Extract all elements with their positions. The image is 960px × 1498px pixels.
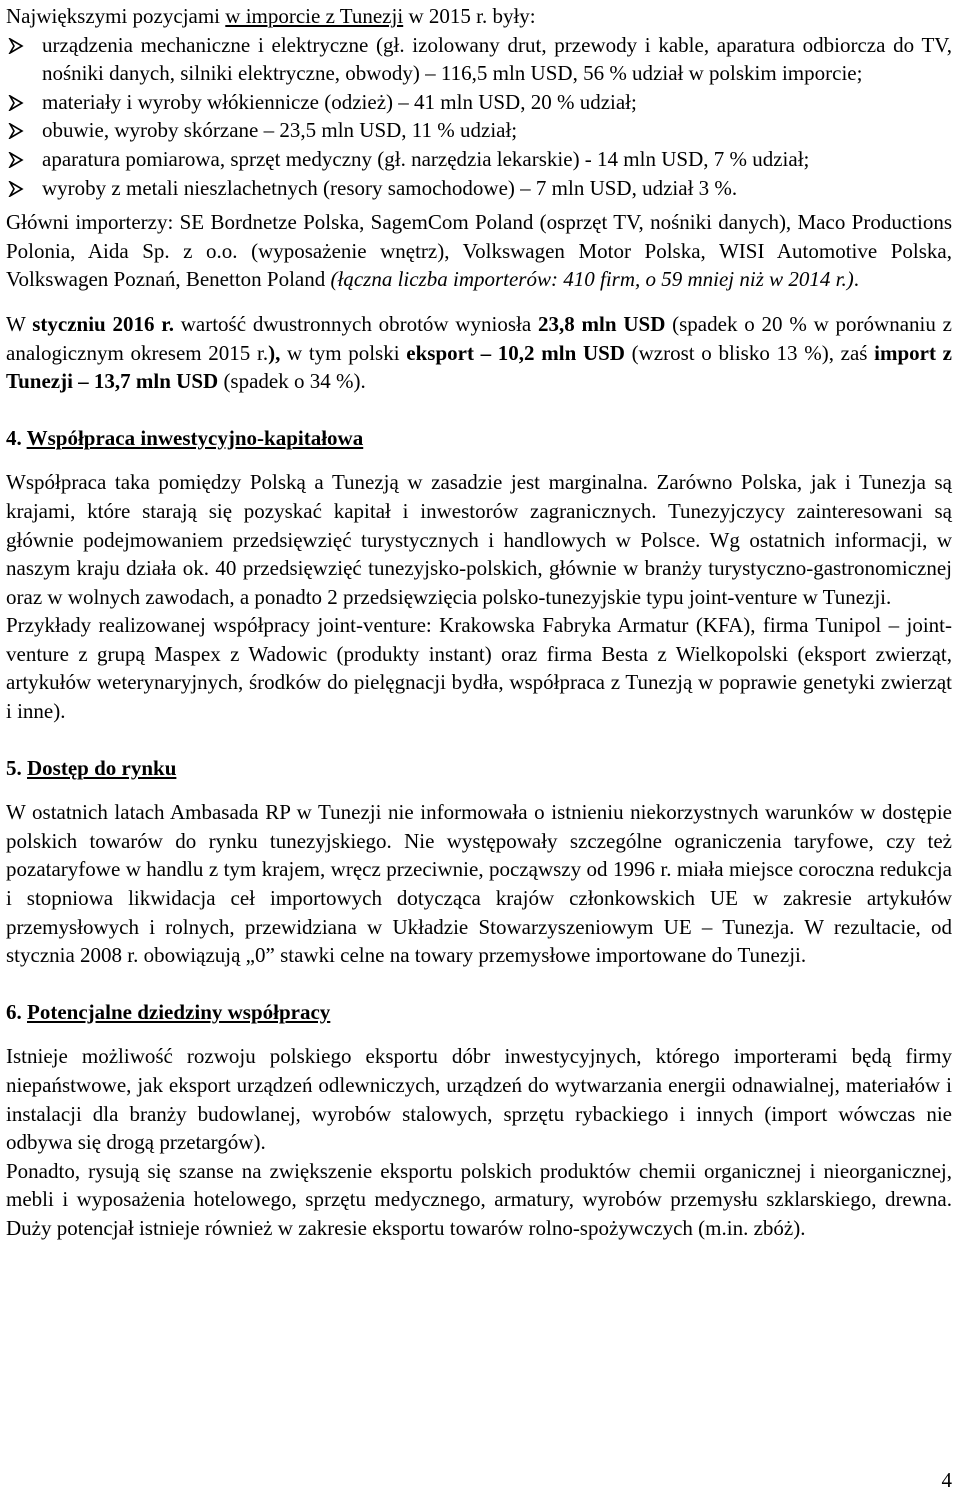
intro-line: [6, 2, 952, 31]
january-text-3: (spadek o 20 % w porównaniu z analogicznym okresem 2015 r.: [6, 311, 952, 365]
january-bold-1: styczniu 2016 r.: [32, 311, 174, 336]
list-item-text: aparatura pomiarowa, sprzęt medyczny (gł. narzędzia lekarskie) - 14 mln USD, 7 % udział;: [42, 146, 810, 171]
list-item: [6, 145, 952, 174]
section-4-heading: [6, 424, 952, 453]
arrow-bullet-icon: [6, 31, 28, 59]
list-item: [6, 88, 952, 117]
january-paragraph: [6, 310, 952, 396]
january-text-1: W: [6, 311, 33, 336]
list-item-text: wyroby z metali nieszlachetnych (resory samochodowe) – 7 mln USD, udział 3 %.: [42, 175, 738, 200]
section-5-paragraph: W ostatnich latach Ambasada RP w Tunezji nie informowała o istnieniu niekorzystnych warunków w dostępie polskich towarów do rynku tunezyjskiego. Nie występowały szczególne ograniczenia taryfowe, czy też pozataryfowe w handlu z tym krajem, wręcz przeciwnie, począwszy od 1996 r. miała miejsce coroczna redukcja i stopniowa likwidacja ceł importowych dotycząca krajów członkowskich UE w zakresie artykułów przemysłowych i rolnych, przewidziana w Układzie Stowarzyszeniowym UE – Tunezja. W rezultacie, od stycznia 2008 r. obowiązują „0” stawki celne na towary przemysłowe importowane do Tunezji.: [6, 800, 952, 968]
importers-text: Główni importerzy: SE Bordnetze Polska, SagemCom Poland (osprzęt TV, nośniki danych), Maco Productions Polonia, Aida Sp. z o.o. (wyposażenie wnętrz), Volkswagen Motor Polska, WISI Automotive Polska, Volkswagen Poznań, Benetton Poland: [6, 210, 952, 292]
section-6-paragraph-2: Ponadto, rysują się szanse na zwiększenie eksportu polskich produktów chemii organicznej i nieorganicznej, mebli i wyposażenia hotelowego, sprzętu medycznego, armatury, wyrobów przemysłu szklarskiego, drewna. Duży potencjał istnieje również w zakresie eksportu towarów rolno-spożywczych (m.in. zbóż).: [6, 1158, 952, 1240]
january-bold-5: import z Tunezji – 13,7 mln USD: [6, 340, 952, 394]
arrow-bullet-icon: [6, 116, 28, 144]
january-text-4: w tym polski: [280, 340, 407, 365]
january-bold-2: 23,8 mln USD: [538, 311, 666, 336]
section-5-title: Dostęp do rynku: [27, 755, 177, 780]
page-number: 4: [941, 1468, 952, 1492]
section-6-title: Potencjalne dziedziny współpracy: [27, 999, 331, 1024]
list-item: [6, 116, 952, 145]
january-bold-4: eksport – 10,2 mln USD: [406, 340, 625, 365]
list-item: [6, 174, 952, 203]
section-4-paragraph-1: Współpraca taka pomiędzy Polską a Tunezją w zasadzie jest marginalna. Zarówno Polska, jak i Tunezja są krajami, które starają się pozyskać kapitał i inwestorów zagranicznych. Tunezyjczycy zainteresowani są głównie podejmowaniem przedsięwzięć turystycznych i handlowych w Polsce. Wg ostatnich informacji, w naszym kraju działa ok. 40 przedsięwzięć tunezyjsko-polskich, głównie w branży turystyczno-gastronomicznej oraz w wolnych zawodach, a ponadto 2 przedsięwzięcia polsko-tunezyjskie typu joint-venture w Tunezji.: [6, 470, 952, 609]
intro-suffix: w 2015 r. były:: [403, 4, 536, 28]
january-text-6: (spadek o 34 %).: [218, 369, 366, 394]
list-item: [6, 31, 952, 88]
importers-note: (łączna liczba importerów: 410 firm, o 59 mniej niż w 2014 r.): [330, 267, 854, 292]
section-6-paragraph-1: Istnieje możliwość rozwoju polskiego eksportu dóbr inwestycyjnych, którego importerami będą firmy niepaństwowe, jak eksport urządzeń odlewniczych, urządzeń do wytwarzania energii odnawialnej, materiałów i instalacji dla branży budowlanej, wyrobów stalowych, sprzętu rybackiego i innych (import wówczas nie odbywa się drogą przetargów).: [6, 1044, 952, 1155]
page-content: [6, 2, 952, 1243]
list-item-text: urządzenia mechaniczne i elektryczne (gł. izolowany drut, przewody i kable, aparatura odbiorcza do TV, nośniki danych, silniki elektryczne, obwody) – 116,5 mln USD, 56 % udział w polskim imporcie;: [42, 32, 952, 86]
section-4-title: Współpraca inwestycyjno-kapitałowa: [26, 425, 364, 450]
january-bold-3: ),: [268, 340, 281, 365]
section-6-heading: [6, 998, 952, 1027]
importers-end: .: [853, 267, 859, 292]
january-text-2: wartość dwustronnych obrotów wyniosła: [173, 311, 539, 336]
arrow-bullet-icon: [6, 88, 28, 116]
section-5-number: 5.: [6, 755, 22, 780]
section-5-heading: [6, 754, 952, 783]
section-4-number: 4.: [6, 425, 22, 450]
arrow-bullet-icon: [6, 145, 28, 173]
arrow-bullet-icon: [6, 174, 28, 202]
importers-paragraph: [6, 208, 952, 294]
list-item-text: obuwie, wyroby skórzane – 23,5 mln USD, 11 % udział;: [42, 118, 518, 143]
intro-prefix: Największymi pozycjami: [6, 4, 226, 28]
import-items-list: [6, 31, 952, 203]
intro-underlined-text: w imporcie z Tunezji: [225, 4, 404, 28]
section-4-paragraph-2: Przykłady realizowanej współpracy joint-venture: Krakowska Fabryka Armatur (KFA), firma Tunipol – joint-venture z grupą Maspex z Wadowic (produkty instant) oraz firma Besta z Wielkopolski (eksport zwierząt, artykułów weterynaryjnych, środków do pielęgnacji bydła, współpraca z Tunezją w poprawie genetyki zwierząt i inne).: [6, 613, 952, 724]
section-6-number: 6.: [6, 999, 22, 1024]
january-text-5: (wzrost o blisko 13 %), zaś: [624, 340, 875, 365]
list-item-text: materiały i wyroby włókiennicze (odzież) – 41 mln USD, 20 % udział;: [42, 89, 637, 114]
